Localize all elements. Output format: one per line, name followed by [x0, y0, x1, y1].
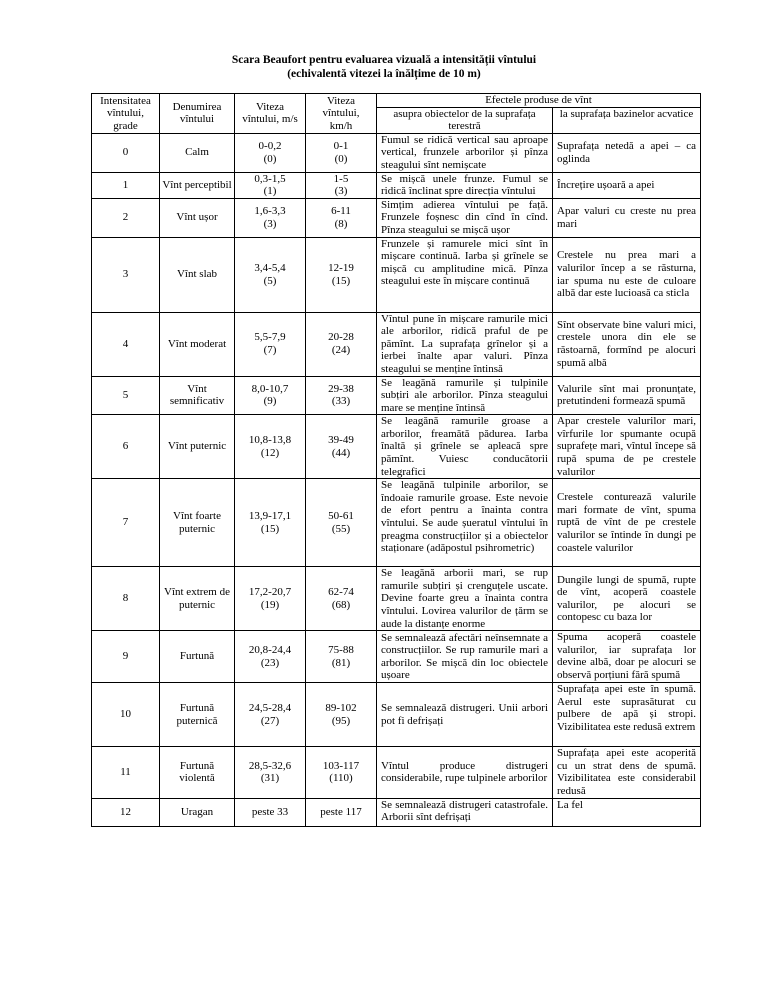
speed-ms-cell [235, 133, 306, 172]
speed-ms-cell [235, 415, 306, 479]
speed-kmh-cell [306, 198, 377, 237]
speed-kmh-range: 1-5 [333, 172, 349, 185]
speed-ms-average: (15) [260, 522, 280, 535]
speed-kmh-cell [306, 567, 377, 631]
speed-ms-range: 10,8-13,8 [248, 434, 292, 447]
grade-cell: 2 [92, 198, 160, 237]
name-cell: Furtună [160, 631, 235, 683]
water-effect-cell: Apar valuri cu creste nu prea mari [553, 198, 701, 237]
table-row [92, 747, 701, 798]
speed-ms-average: (7) [263, 344, 277, 357]
speed-ms-cell [235, 376, 306, 415]
grade-cell: 3 [92, 237, 160, 312]
water-effect-cell: Spuma acoperă coastele valurilor, iar suprafața lor devine albă, doar pe alocuri se observă porțiuni fără spumă [553, 631, 701, 683]
land-effect-cell: Frunzele și ramurele mici sînt în mișcare continuă. Iarba și grînele se mișcă cu amplitudine mică. Pînza steagului este în mișcare continuă [377, 237, 553, 312]
speed-ms-cell [235, 567, 306, 631]
land-effect-cell: Vîntul produce distrugeri considerabile, rupe tulpinele arborilor [377, 747, 553, 798]
speed-ms-range: 0,3-1,5 [254, 172, 286, 185]
table-row [92, 567, 701, 631]
speed-kmh-range: 89-102 [325, 702, 357, 715]
table-row [92, 683, 701, 747]
speed-ms-cell [235, 631, 306, 683]
speed-kmh-cell [306, 312, 377, 376]
speed-ms-average: (31) [260, 772, 280, 785]
speed-ms-range: 20,8-24,4 [248, 644, 292, 657]
land-effect-cell: Fumul se ridică vertical sau aproape vertical, frunzele arborilor și pînza steagului sînt nemișcate [377, 133, 553, 172]
speed-ms-average: (19) [260, 598, 280, 611]
header-name: Denumirea vîntului [160, 94, 235, 134]
speed-kmh-cell [306, 376, 377, 415]
speed-ms-range: peste 33 [251, 805, 289, 818]
speed-kmh-average: (24) [331, 344, 351, 357]
speed-kmh-cell [306, 479, 377, 567]
speed-kmh-range: 75-88 [328, 644, 354, 657]
table-row [92, 415, 701, 479]
water-effect-cell: Valurile sînt mai pronunțate, pretutindeni formează spumă [553, 376, 701, 415]
table-row [92, 237, 701, 312]
water-effect-cell: Dungile lungi de spumă, rupte de vînt, acoperă coastele valurilor, pe alocuri se contopesc cu baza lor [553, 567, 701, 631]
water-effect-cell: Suprafața apei este acoperită cu un strat dens de spumă. Vizibilitatea este considerabil redusă [553, 747, 701, 798]
name-cell: Vînt semnificativ [160, 376, 235, 415]
speed-ms-average: (27) [260, 714, 280, 727]
grade-cell: 7 [92, 479, 160, 567]
speed-ms-cell [235, 747, 306, 798]
speed-kmh-average: (3) [334, 185, 348, 198]
speed-kmh-cell [306, 237, 377, 312]
name-cell: Vînt ușor [160, 198, 235, 237]
name-cell: Calm [160, 133, 235, 172]
speed-kmh-cell [306, 133, 377, 172]
land-effect-cell: Se semnalează distrugeri catastrofale. Arborii sînt defrișați [377, 798, 553, 826]
speed-kmh-cell [306, 172, 377, 198]
water-effect-cell: Suprafața netedă a apei – ca oglinda [553, 133, 701, 172]
speed-kmh-range: 6-11 [331, 205, 351, 218]
grade-cell: 4 [92, 312, 160, 376]
speed-ms-cell [235, 312, 306, 376]
speed-ms-range: 1,6-3,3 [254, 205, 286, 218]
speed-kmh-range: 0-1 [333, 140, 349, 153]
speed-kmh-average: (110) [329, 772, 353, 785]
header-effects: Efectele produse de vînt [377, 94, 701, 108]
water-effect-cell: Apar crestele valurilor mari, vîrfurile lor spumante ocupă suprafețe mari, vîntul începe să rupă spuma de pe crestele valurilor [553, 415, 701, 479]
speed-ms-average: (1) [263, 185, 277, 198]
speed-ms-range: 17,2-20,7 [248, 586, 292, 599]
grade-cell: 9 [92, 631, 160, 683]
speed-kmh-range: 29-38 [328, 382, 354, 395]
name-cell: Furtună puternică [160, 683, 235, 747]
land-effect-cell: Se semnalează afectări neînsemnate a construcțiilor. Se rup ramurile mari a arborilor. Se mișcă din loc obiectele ușoare [377, 631, 553, 683]
speed-kmh-average: (95) [331, 714, 351, 727]
speed-kmh-cell [306, 415, 377, 479]
speed-kmh-range: peste 117 [320, 805, 362, 818]
grade-cell: 12 [92, 798, 160, 826]
speed-kmh-cell [306, 798, 377, 826]
water-effect-cell: Sînt observate bine valuri mici, crestele unora din ele se răstoarnă, formînd pe alocuri spumă albă [553, 312, 701, 376]
land-effect-cell: Se leagănă arborii mari, se rup ramurile subțiri și crenguțele uscate. Devine foarte greu a înainta contra vîntului. Lovirea valurilor de țărm se aude la distanțe enorme [377, 567, 553, 631]
speed-ms-average: (9) [263, 395, 277, 408]
speed-ms-average: (3) [263, 217, 277, 230]
table-row [92, 631, 701, 683]
grade-cell: 8 [92, 567, 160, 631]
speed-ms-cell [235, 479, 306, 567]
land-effect-cell: Se leagănă ramurile groase a arborilor, freamătă pădurea. Iarba înaltă și grînele se apleacă spre pămînt. Vuiesc conducătorii telegrafici [377, 415, 553, 479]
speed-kmh-cell [306, 683, 377, 747]
speed-ms-average: (23) [260, 656, 280, 669]
speed-ms-cell [235, 237, 306, 312]
speed-ms-cell [235, 798, 306, 826]
table-row [92, 198, 701, 237]
water-effect-cell: Crestele conturează valurile mari formate de vînt, spuma ruptă de vînt de pe crestele valurilor se întinde în dungi pe coastele valurilor [553, 479, 701, 567]
beaufort-table [91, 93, 701, 827]
speed-kmh-range: 12-19 [328, 261, 354, 274]
header-water: la suprafața bazinelor acvatice [553, 107, 701, 133]
water-effect-cell: Crestele nu prea mari a valurilor încep a se răsturna, iar spuma nu este de culoare albă dar este lucioasă ca sticla [553, 237, 701, 312]
speed-ms-range: 24,5-28,4 [248, 702, 292, 715]
speed-kmh-average: (33) [331, 395, 351, 408]
table-row [92, 312, 701, 376]
grade-cell: 6 [92, 415, 160, 479]
grade-cell: 11 [92, 747, 160, 798]
speed-kmh-average: (0) [334, 152, 348, 165]
speed-kmh-average: (8) [334, 217, 348, 230]
grade-cell: 1 [92, 172, 160, 198]
speed-kmh-range: 39-49 [328, 434, 354, 447]
document-title: Scara Beaufort pentru evaluarea vizuală a intensității vîntului [231, 54, 537, 66]
speed-ms-cell [235, 198, 306, 237]
name-cell: Furtună violentă [160, 747, 235, 798]
table-row [92, 479, 701, 567]
grade-cell: 5 [92, 376, 160, 415]
header-land: asupra obiectelor de la suprafața terestră [377, 107, 553, 133]
speed-kmh-cell [306, 631, 377, 683]
speed-kmh-range: 103-117 [322, 759, 360, 772]
grade-cell: 0 [92, 133, 160, 172]
speed-ms-range: 28,5-32,6 [248, 759, 292, 772]
table-row [92, 133, 701, 172]
land-effect-cell: Se leagănă ramurile și tulpinile subțiri ale arborilor. Pînza steagului mare se menține întinsă [377, 376, 553, 415]
table-row [92, 172, 701, 198]
speed-ms-cell [235, 683, 306, 747]
name-cell: Vînt moderat [160, 312, 235, 376]
name-cell: Vînt perceptibil [160, 172, 235, 198]
table-row [92, 376, 701, 415]
water-effect-cell: Suprafața apei este în spumă. Aerul este suprasăturat cu pulbere de apă și stropi. Vizibilitatea este redusă extrem [553, 683, 701, 747]
header-grade: Intensitatea vîntului, grade [92, 94, 160, 134]
land-effect-cell: Se mișcă unele frunze. Fumul se ridică înclinat spre direcția vîntului [377, 172, 553, 198]
speed-ms-range: 13,9-17,1 [248, 510, 292, 523]
speed-ms-average: (5) [263, 274, 277, 287]
name-cell: Vînt foarte puternic [160, 479, 235, 567]
water-effect-cell: Încrețire ușoară a apei [553, 172, 701, 198]
speed-kmh-range: 20-28 [328, 331, 354, 344]
name-cell: Vînt slab [160, 237, 235, 312]
land-effect-cell: Se semnalează distrugeri. Unii arbori pot fi defrișați [377, 683, 553, 747]
grade-cell: 10 [92, 683, 160, 747]
speed-ms-average: (12) [260, 446, 280, 459]
water-effect-cell: La fel [553, 798, 701, 826]
land-effect-cell: Se leagănă tulpinile arborilor, se îndoaie ramurile groase. Este nevoie de efort pentru a înainta contra vîntului. Se aude șueratul vîntului în preagma construcțiilor și a obiectelor staționare (adăpostul psihrometric) [377, 479, 553, 567]
name-cell: Vînt puternic [160, 415, 235, 479]
speed-ms-average: (0) [263, 152, 277, 165]
speed-kmh-average: (15) [331, 274, 351, 287]
land-effect-cell: Simțim adierea vîntului pe față. Frunzele foșnesc din cînd în cînd. Pînza steagului se mișcă ușor [377, 198, 553, 237]
speed-ms-cell [235, 172, 306, 198]
speed-kmh-range: 62-74 [328, 586, 354, 599]
document-subtitle: (echivalentă vitezei la înălțime de 10 m) [287, 68, 481, 80]
land-effect-cell: Vîntul pune în mișcare ramurile mici ale arborilor, ridică praful de pe pămînt. La suprafața grînelor și a ierbei înalte apar valuri. Pînza steagului se menține întinsă [377, 312, 553, 376]
name-cell: Vînt extrem de puternic [160, 567, 235, 631]
speed-kmh-average: (55) [331, 522, 351, 535]
speed-kmh-average: (68) [331, 598, 351, 611]
speed-kmh-average: (44) [331, 446, 351, 459]
name-cell: Uragan [160, 798, 235, 826]
speed-kmh-range: 50-61 [328, 510, 354, 523]
speed-ms-range: 3,4-5,4 [254, 261, 286, 274]
speed-ms-range: 5,5-7,9 [254, 331, 286, 344]
speed-ms-range: 0-0,2 [258, 140, 282, 153]
speed-kmh-cell [306, 747, 377, 798]
speed-kmh-average: (81) [331, 656, 351, 669]
header-speed-kmh: Viteza vîntului, km/h [306, 94, 377, 134]
table-row [92, 798, 701, 826]
speed-ms-range: 8,0-10,7 [251, 382, 289, 395]
header-speed-ms: Viteza vîntului, m/s [235, 94, 306, 134]
